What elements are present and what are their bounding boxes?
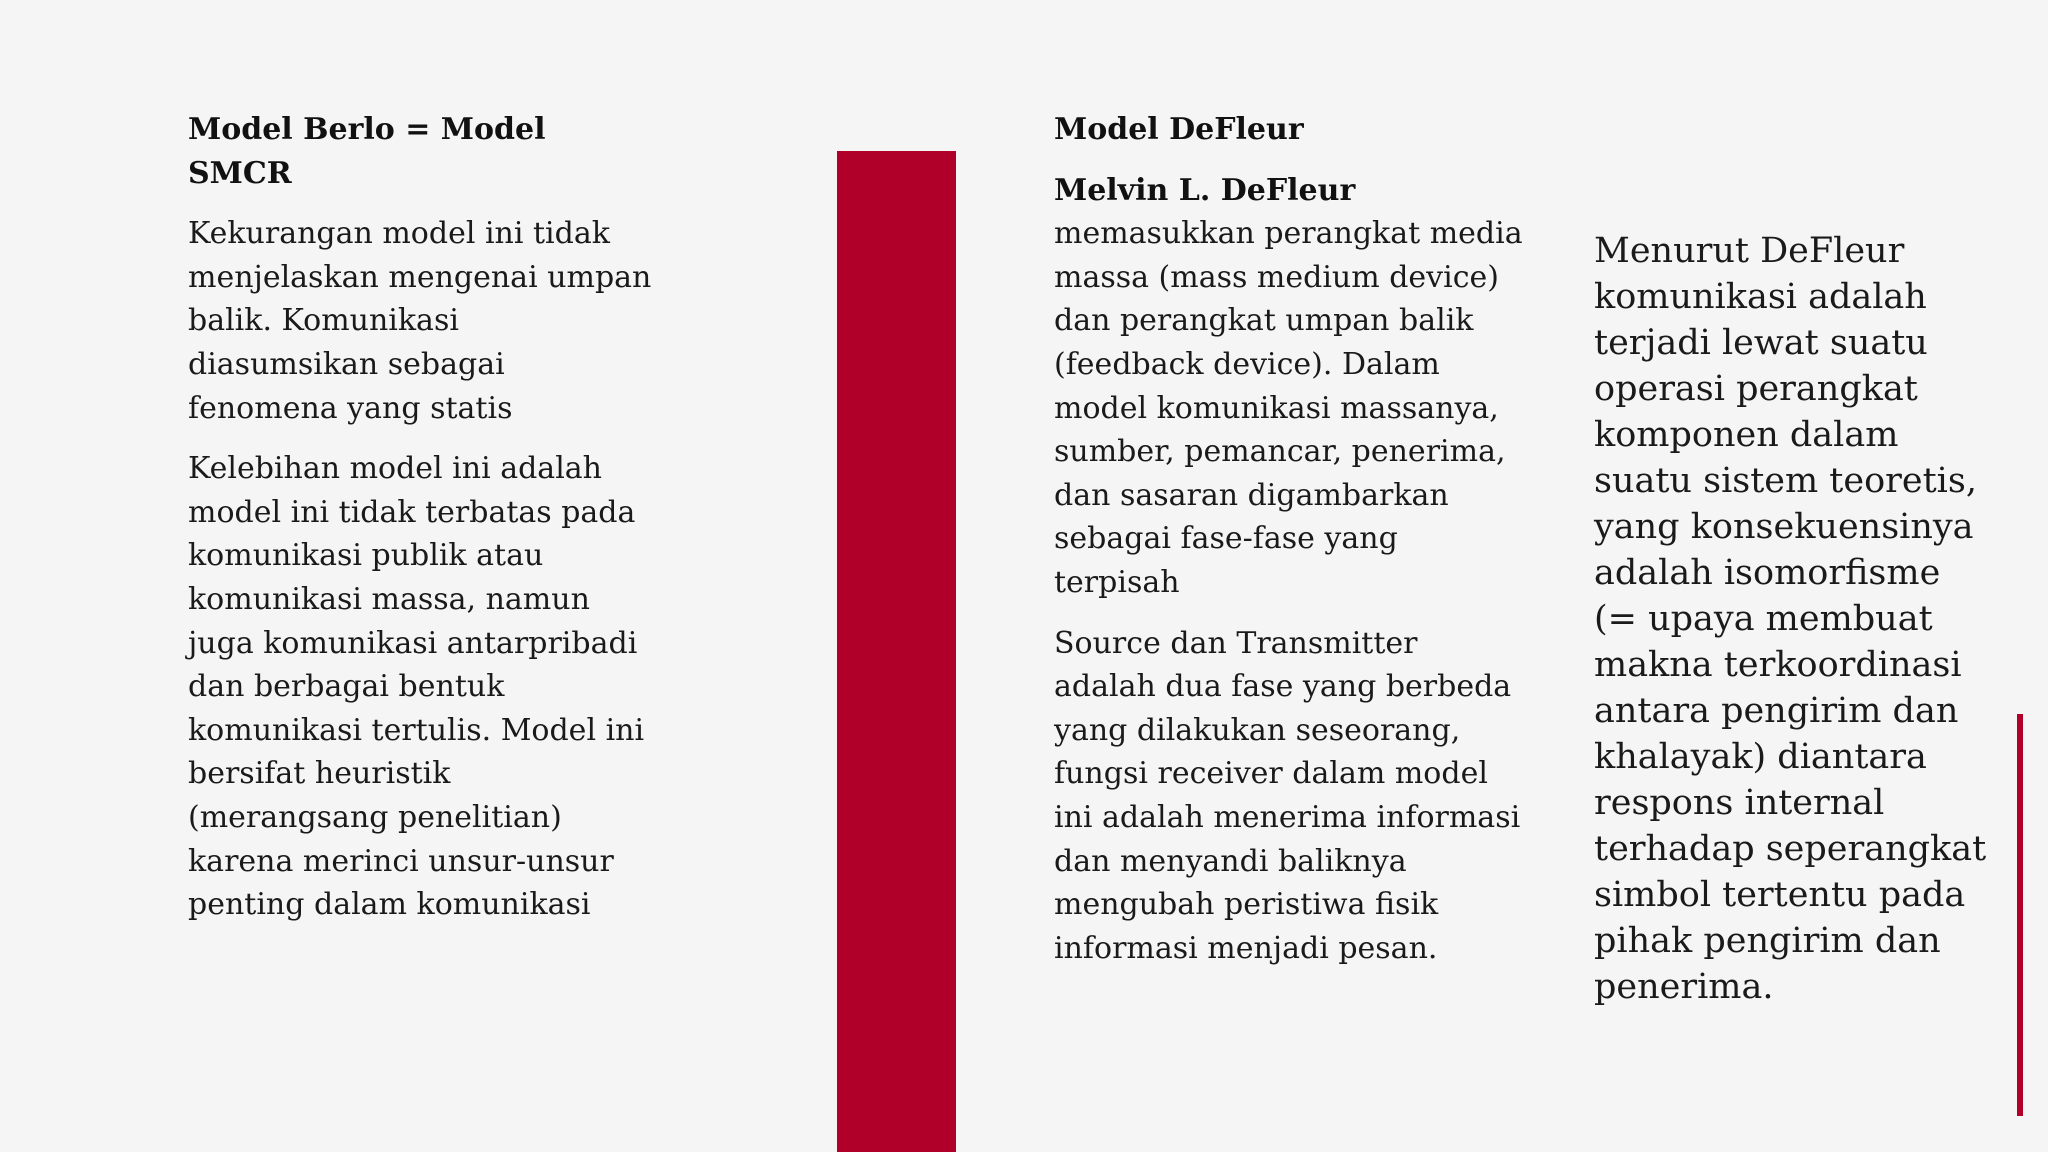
- defleur-source-transmitter-paragraph: Source dan Transmitter adalah dua fase yang berbeda yang dilakukan seseorang, fungsi receiver dalam model ini adalah menerima informasi dan menyandi baliknya mengubah peristiwa fisik informasi menjadi pesan.: [1054, 625, 1521, 966]
- defleur-author: Melvin L. DeFleur: [1054, 172, 1356, 208]
- defleur-description-paragraph: memasukkan perangkat media massa (mass medium device) dan perangkat umpan balik (feedback device). Dalam model komunikasi massanya, sumber, pemancar, penerima, dan sasaran digambarkan sebagai fase-fase yang terpisah: [1054, 216, 1523, 600]
- middle-column: [1054, 108, 1524, 987]
- defleur-heading: Model DeFleur: [1054, 112, 1304, 147]
- right-column: [1594, 228, 1994, 1010]
- red-accent-line: [2017, 714, 2023, 1116]
- berlo-strength-paragraph: Kelebihan model ini adalah model ini tidak terbatas pada komunikasi publik atau komunikasi massa, namun juga komunikasi antarpribadi dan berbagai bentuk komunikasi tertulis. Model ini bersifat heuristik (merangsang penelitian) karena merinci unsur-unsur penting dalam komunikasi: [188, 451, 645, 923]
- defleur-summary-paragraph: Menurut DeFleur komunikasi adalah terjadi lewat suatu operasi perangkat komponen dalam suatu sistem teoretis, yang konsekuensinya adalah isomorfisme (= upaya membuat makna terkoordinasi antara pengirim dan khalayak) diantara respons internal terhadap seperangkat simbol tertentu pada pihak pengirim dan penerima.: [1594, 231, 1987, 1007]
- berlo-weakness-paragraph: Kekurangan model ini tidak menjelaskan mengenai umpan balik. Komunikasi diasumsikan sebagai fenomena yang statis: [188, 216, 652, 426]
- left-column: [188, 108, 658, 944]
- red-accent-bar: [837, 151, 956, 1152]
- berlo-heading: Model Berlo = Model SMCR: [188, 112, 546, 191]
